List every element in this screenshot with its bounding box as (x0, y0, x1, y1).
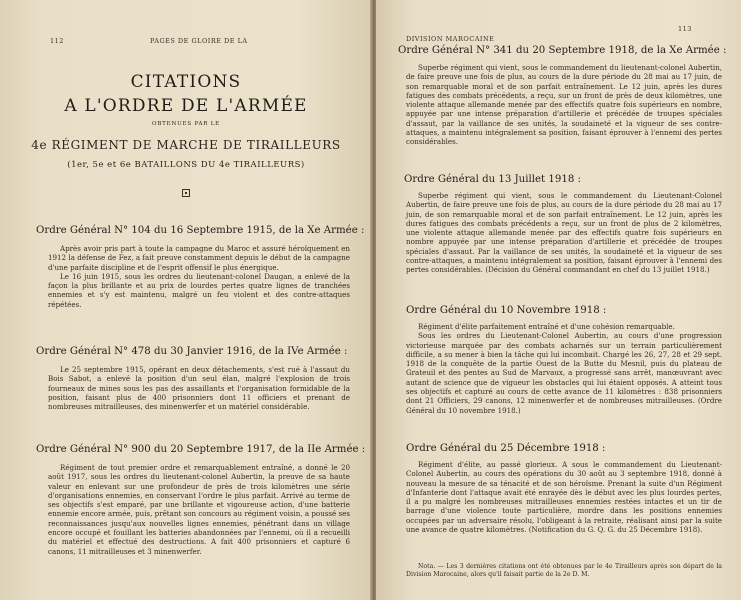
battalions-label: (1er, 5e et 6e BATAILLONS DU 4e TIRAILLEURS) (67, 160, 305, 170)
order-paragraph: Régiment d'élite parfaitement entraîné et d'une cohésion remarquable. (418, 322, 675, 331)
footnote-text: Nota. — Les 3 dernières citations ont été obtenues par le 4e Tirailleurs après son départ de la Division Marocaine, alors qu'il faisait partie de la 2e D. M. (406, 563, 722, 578)
order-heading: Ordre Général du 25 Décembre 1918 : (406, 443, 606, 454)
order-heading: Ordre Général N° 341 du 20 Septembre 1918, de la Xe Armée : (398, 45, 727, 56)
order-paragraph: Après avoir pris part à toute la campagne du Maroc et assuré héroïquement en 1912 la défense de Fez, a fait preuve constamment depuis le début de la campagne d'une parfaite discipline et de l'esprit offensif le plus énergique. (48, 244, 350, 272)
order-heading: Ordre Général N° 900 du 20 Septembre 1917, de la IIe Armée : (36, 444, 366, 455)
order-paragraph: Régiment de tout premier ordre et remarquablement entraîné, a donné le 20 août 1917, sous les ordres du lieutenant-colonel Aubertin, la preuve de sa haute valeur en enlevant sur une profondeur de près de trois kilomètres une série d'organisations ennemies, en conservant l'ordre le plus parfait. Arrivé au terme de ses objectifs s'est emparé, par une brillante et vigoureuse action, d'une batterie ennemie encore armée, puis, prêtant son concours au régiment voisin, a poussé ses reconnaissances jusqu'aux nouvelles lignes ennemies, pénétrant dans un village encore occupé et fouillant les batteries abandonnées par l'ennemi, où il a recueilli du matériel et effectué des destructions. A fait 400 prisonniers et capturé 6 canons, 11 mitrailleuses et 3 minenwerfer. (48, 463, 350, 556)
page-title: CITATIONS (130, 72, 242, 92)
right-page (376, 0, 741, 600)
order-text (406, 63, 722, 147)
footnote (406, 563, 722, 578)
order-paragraph: Sous les ordres du Lieutenant-Colonel Aubertin, au cours d'une progression victorieuse marquée par des combats acharnés sur un terrain particulièrement difficile, a su mener à bien la tâche qui lui incombait. Chargé les 26, 27, 28 et 29 sept. 1918 de la conquête de la partie Ouest de la Butte du Mesnil, puis du plateau de Grateuil et des pentes au Sud de Marvaux, a progressé sans arrêt, manœuvrant avec autant de science que de vigueur les obstacles qui lui étaient opposés. A atteint tous ses objectifs et capturé au cours de cette avance de 11 kilomètres : 838 prisonniers dont 21 Officiers, 29 canons, 12 minenwerfer et de nombreuses mitrailleuses. (Ordre Général du 10 novembre 1918.) (406, 331, 722, 415)
page-number: 113 (678, 25, 692, 33)
order-text (406, 191, 722, 275)
obtained-by-label: OBTENUES PAR LE (152, 121, 220, 127)
order-text (406, 460, 722, 534)
page-number: 112 (50, 37, 64, 45)
order-text (48, 463, 350, 556)
running-head: PAGES DE GLOIRE DE LA (150, 37, 248, 45)
order-heading: Ordre Général du 13 Juillet 1918 : (404, 174, 581, 185)
order-paragraph: Régiment d'élite, au passé glorieux. A sous le commandement du Lieutenant-Colonel Aubertin, au cours des opérations du 30 août au 3 septembre 1918, donné à nouveau la mesure de sa ténacité et de son héroïsme. Prenant la suite d'un Régiment d'Infanterie dont l'attaque avait été enrayée dès le début avec les plus lourdes pertes, il a pu malgré les nombreuses mitrailleuses ennemies restées intactes et un tir de barrage d'une violence toute particulière, mordre dans les positions ennemies occupées par un adversaire résolu, l'obligeant à la retraite, réalisant ainsi par la suite une avance de quatre kilomètres. (Notification du G. Q. G. du 25 Décembre 1918). (406, 460, 722, 535)
regiment-name: 4e RÉGIMENT DE MARCHE DE TIRAILLEURS (31, 138, 341, 152)
order-paragraph: Superbe régiment qui vient, sous le commandement du lieutenant-colonel Aubertin, de faire preuve une fois de plus, au cours de la dure période du 28 mai au 17 juin, de son remarquable moral et de son parfait entraînement. Le 12 juin, après les dures fatigues des combats précédents, a reçu, sur un front de près de deux kilomètres, une violente attaque allemande menée par des effectifs quatre fois supérieurs en nombre, appuyée par une intense préparation d'artillerie et précédée de troupes spéciales d'assaut, par la vaillance de ses unités, la soudaineté et la vigueur de ses contre-attaques, a maintenu intégralement sa position, faisant éprouver à l'ennemi des pertes considérables. (406, 63, 722, 147)
order-heading: Ordre Général N° 104 du 16 Septembre 1915, de la Xe Armée : (36, 225, 365, 236)
order-text (48, 365, 350, 411)
page-subtitle: A L'ORDRE DE L'ARMÉE (64, 96, 308, 116)
order-text (406, 322, 722, 415)
order-paragraph: Superbe régiment qui vient, sous le commandement du Lieutenant-Colonel Aubertin, de faire preuve une fois de plus, au cours de la dure période du 28 mai au 17 juin, de son remarquable moral et de son parfait entraînement. Le 12 juin, après les dures fatigues des combats précédents a reçu, sur un front de plus de 2 kilomètres, une violente attaque allemande menée par des effectifs quatre fois supérieurs en nombre appuyée par une intense préparation d'artillerie et précédée de troupes spéciales d'assaut. Par la vaillance de ses unités, la soudaineté et la vigueur de ses contre-attaques, a maintenu intégralement sa position, faisant éprouver à l'ennemi des pertes considérables. (Décision du Général commandant en chef du 13 juillet 1918.) (406, 191, 722, 275)
order-heading: Ordre Général N° 478 du 30 Janvier 1916, de la IVe Armée : (36, 346, 348, 357)
order-paragraph: Le 25 septembre 1915, opérant en deux détachements, s'est rué à l'assaut du Bois Sabot, a enlevé la position d'un seul élan, malgré l'explosion de trois fourneaux de mines sous les pas des assaillants et l'organisation formidable de la position, faisant plus de 400 prisonniers dont 11 officiers et prenant de nombreuses mitrailleuses, des minenwerfer et un matériel considérable. (48, 365, 350, 412)
ornament-icon (182, 189, 190, 197)
order-heading: Ordre Général du 10 Novembre 1918 : (406, 305, 607, 316)
order-text (48, 244, 350, 309)
order-paragraph: Le 16 juin 1915, sous les ordres du lieutenant-colonel Daugan, a enlevé de la façon la plus brillante et au prix de lourdes pertes quatre lignes de tranchées ennemies et s'y est maintenu, malgré un feu violent et des contre-attaques répétées. (48, 271, 350, 309)
running-head: DIVISION MAROCAINE (406, 35, 495, 43)
